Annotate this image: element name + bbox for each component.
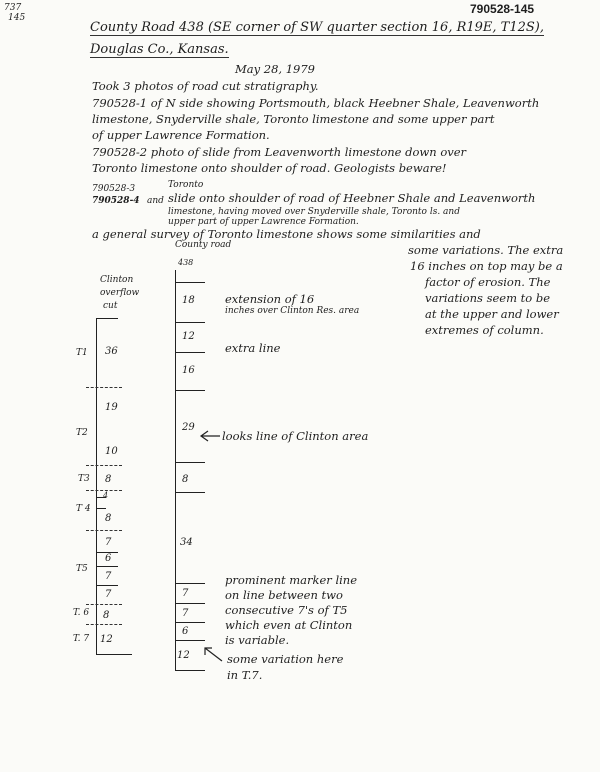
- note-extension-1: extension of 16: [225, 292, 315, 306]
- photo-line-1: slide onto shoulder of road of Heebner Shale and Leavenworth: [168, 191, 536, 205]
- photo-id-3: 790528-3: [92, 184, 136, 194]
- t-label-7: T. 7: [73, 634, 90, 644]
- heading-line-2: Douglas Co., Kansas.: [90, 42, 229, 57]
- note-marker-1: prominent marker line: [225, 573, 358, 587]
- county-tick: [175, 282, 205, 283]
- note-marker-3: consecutive 7's of T5: [225, 603, 348, 617]
- clinton-tick: [96, 566, 118, 567]
- clinton-dashed-tick: [86, 624, 122, 625]
- clinton-tick: [96, 585, 118, 586]
- note-marker-4: which even at Clinton: [225, 618, 353, 632]
- clinton-header-3: cut: [103, 301, 118, 311]
- county-tick: [175, 462, 205, 463]
- photo-line-3: upper part of upper Lawrence Formation.: [168, 217, 359, 227]
- body-line-6: Toronto limestone onto shoulder of road. Geologists beware!: [92, 161, 447, 175]
- t-label-5: T5: [76, 564, 88, 574]
- photo-toronto-label: Toronto: [168, 180, 204, 190]
- clinton-value: 10: [105, 446, 118, 457]
- note-marker-5: is variable.: [225, 633, 290, 647]
- photo-and: and: [147, 196, 164, 206]
- survey-line-3: 16 inches on top may be a: [410, 259, 563, 273]
- t-label-4: T 4: [76, 504, 91, 514]
- clinton-value: 8: [105, 474, 112, 485]
- county-value: 12: [177, 650, 190, 661]
- survey-line-5: variations seem to be: [425, 291, 551, 305]
- county-value: 29: [182, 422, 195, 433]
- body-line-3: limestone, Snyderville shale, Toronto limestone and some upper part: [92, 112, 495, 126]
- note-variation-2: in T.7.: [227, 668, 263, 682]
- body-line-1: Took 3 photos of road cut stratigraphy.: [92, 79, 319, 93]
- clinton-value: 4: [103, 491, 109, 500]
- clinton-value: 7: [105, 537, 112, 548]
- clinton-value: 8: [105, 513, 112, 524]
- county-tick: [175, 390, 205, 391]
- body-line-2: 790528-1 of N side showing Portsmouth, black Heebner Shale, Leavenworth: [92, 96, 540, 110]
- survey-line-1: a general survey of Toronto limestone shows some similarities and: [92, 227, 481, 241]
- clinton-value: 8: [103, 610, 110, 621]
- county-tick: [175, 352, 205, 353]
- county-column-line: [175, 270, 176, 670]
- county-tick: [175, 622, 205, 623]
- county-tick: [175, 492, 205, 493]
- county-value: 8: [182, 474, 189, 485]
- clinton-value: 36: [105, 346, 118, 357]
- county-value: 16: [182, 365, 195, 376]
- county-value: 34: [180, 537, 193, 548]
- t-label-6: T. 6: [73, 608, 90, 618]
- t-label-1: T1: [76, 348, 88, 358]
- county-tick: [175, 670, 205, 671]
- survey-line-7: extremes of column.: [425, 323, 544, 337]
- clinton-dashed-tick: [86, 387, 122, 388]
- photo-id-4: 790528-4: [92, 196, 140, 206]
- clinton-value: 7: [105, 571, 112, 582]
- note-variation-1: some variation here: [227, 652, 344, 666]
- clinton-dashed-tick: [86, 530, 122, 531]
- heading-line-1: County Road 438 (SE corner of SW quarter section 16, R19E, T12S),: [90, 20, 544, 35]
- clinton-value: 19: [105, 402, 118, 413]
- county-tick: [175, 583, 205, 584]
- county-value: 7: [182, 588, 189, 599]
- document-id: 790528-145: [470, 2, 535, 16]
- arrow-left-icon: [198, 430, 222, 442]
- body-line-4: of upper Lawrence Formation.: [92, 128, 270, 142]
- corner-sub-mark: 145: [8, 13, 26, 23]
- arrow-up-left-icon: [202, 645, 224, 663]
- clinton-header-2: overflow: [100, 288, 140, 298]
- county-road-number: 438: [178, 258, 194, 267]
- note-extra-line: extra line: [225, 341, 281, 355]
- survey-line-2: some variations. The extra: [408, 243, 564, 257]
- county-tick: [175, 603, 205, 604]
- photo-line-2: limestone, having moved over Snyderville shale, Toronto ls. and: [168, 207, 460, 217]
- clinton-value: 7: [105, 589, 112, 600]
- corner-mark: 737: [4, 3, 22, 13]
- t-label-2: T2: [76, 428, 88, 438]
- county-tick: [175, 322, 205, 323]
- clinton-value: 12: [100, 634, 113, 645]
- clinton-tick: [96, 508, 106, 509]
- note-marker-2: on line between two: [225, 588, 343, 602]
- county-road-header: County road: [175, 240, 232, 250]
- county-tick: [175, 640, 205, 641]
- note-looks-line: looks line of Clinton area: [222, 429, 369, 443]
- clinton-tick: [96, 318, 118, 319]
- county-value: 7: [182, 608, 189, 619]
- date: May 28, 1979: [235, 62, 315, 76]
- t-label-3: T3: [78, 474, 90, 484]
- county-value: 6: [182, 626, 189, 637]
- note-extension-2: inches over Clinton Res. area: [225, 306, 360, 316]
- survey-line-6: at the upper and lower: [425, 307, 559, 321]
- clinton-tick: [96, 654, 132, 655]
- county-value: 12: [182, 331, 195, 342]
- survey-line-4: factor of erosion. The: [425, 275, 551, 289]
- clinton-value: 6: [105, 553, 112, 564]
- clinton-dashed-tick: [86, 465, 122, 466]
- clinton-dashed-tick: [86, 604, 122, 605]
- body-line-5: 790528-2 photo of slide from Leavenworth limestone down over: [92, 145, 467, 159]
- clinton-header-1: Clinton: [100, 275, 134, 285]
- county-value: 18: [182, 295, 195, 306]
